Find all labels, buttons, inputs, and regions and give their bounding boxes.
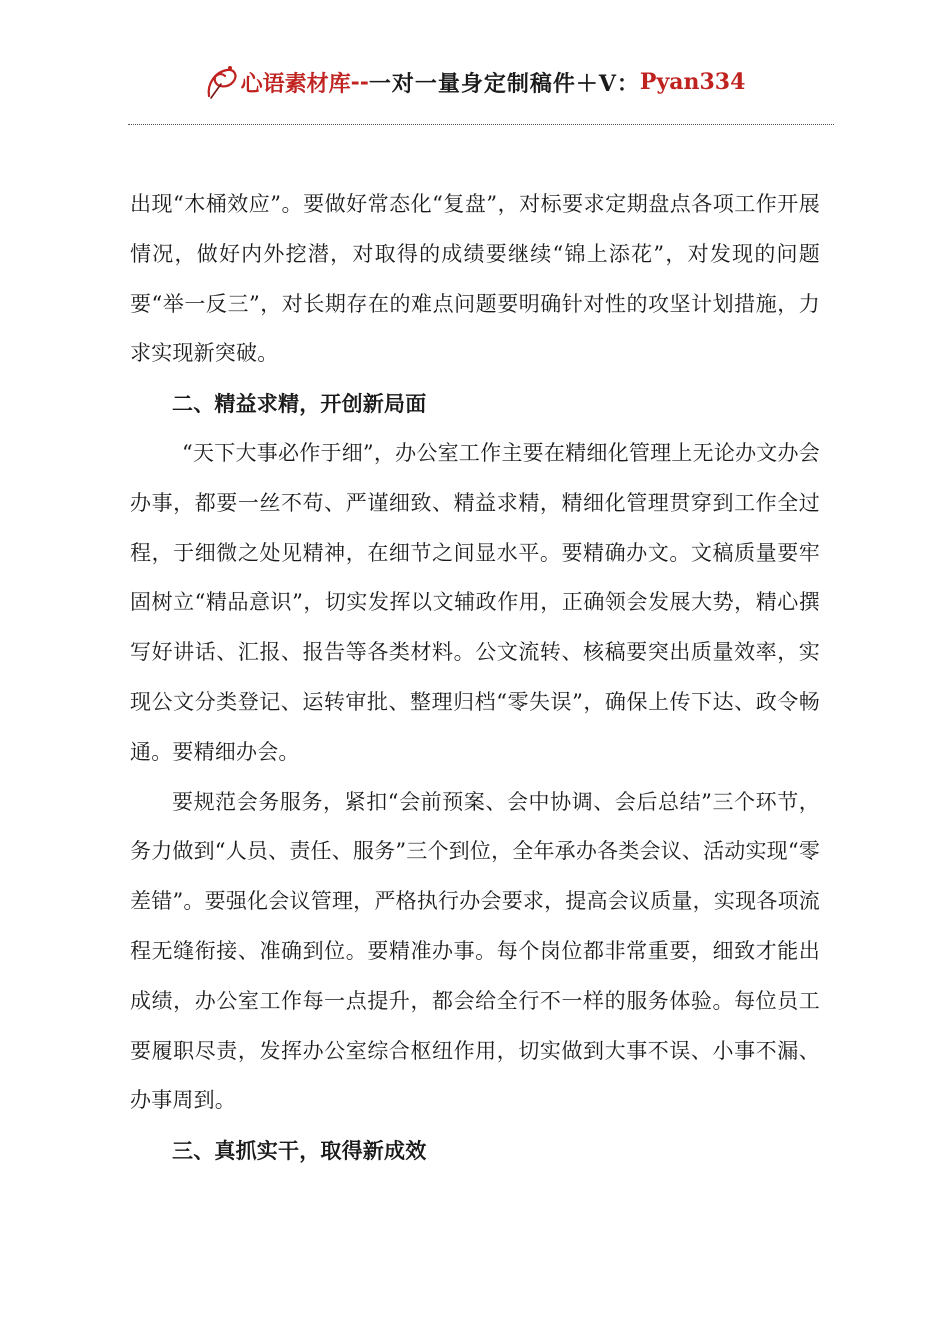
paragraph-1: 出现“木桶效应”。要做好常态化“复盘”，对标要求定期盘点各项工作开展情况，做好内外挖潜，对取得的成绩要继续“锦上添花”，对发现的问题要“举一反三”，对长期存在的难点问题要明确针对性的攻坚计划措施，力求实现新突破。 [130,192,820,366]
page-header [0,58,950,106]
paragraph-2: “天下大事必作于细”，办公室工作主要在精细化管理上无论办文办会办事，都要一丝不苟、严谨细致、精益求精，精细化管理贯穿到工作全过程，于细微之处见精神，在细节之间显水平。要精确办文。文稿质量要牢固树立“精品意识”，切实发挥以文辅政作用，正确领会发展大势，精心撰写好讲话、汇报、报告等各类材料。公文流转、核稿要突出质量效率，实现公文分类登记、运转审批、整理归档“零失误”，确保上传下达、政令畅通。要精细办会。 [130,440,820,764]
header-divider [128,124,834,125]
quill-swirl-logo-icon [205,62,239,102]
document-body [130,180,820,1176]
header-tagline: 一对一量身定制稿件＋V： [368,70,640,97]
paragraph-3: 要规范会务服务，紧扣“会前预案、会中协调、会后总结”三个环节，务力做到“人员、责任、服务”三个到位，全年承办各类会议、活动实现“零差错”。要强化会议管理，严格执行办会要求，提高会议质量，实现各项流程无缝衔接、准确到位。要精准办事。每个岗位都非常重要，细致才能出成绩，办公室工作每一点提升，都会给全行不一样的服务体验。每位员工要履职尽责，发挥办公室综合枢纽作用，切实做到大事不误、小事不漏、办事周到。 [130,789,821,1113]
brand-name: 心语素材库 [240,70,351,97]
header-contact: Pyan334 [639,69,746,95]
section-heading-3: 三、真抓实干，取得新成效 [172,1138,427,1164]
section-heading-2: 二、精益求精，开创新局面 [172,391,427,417]
header-separator: -- [350,69,369,95]
